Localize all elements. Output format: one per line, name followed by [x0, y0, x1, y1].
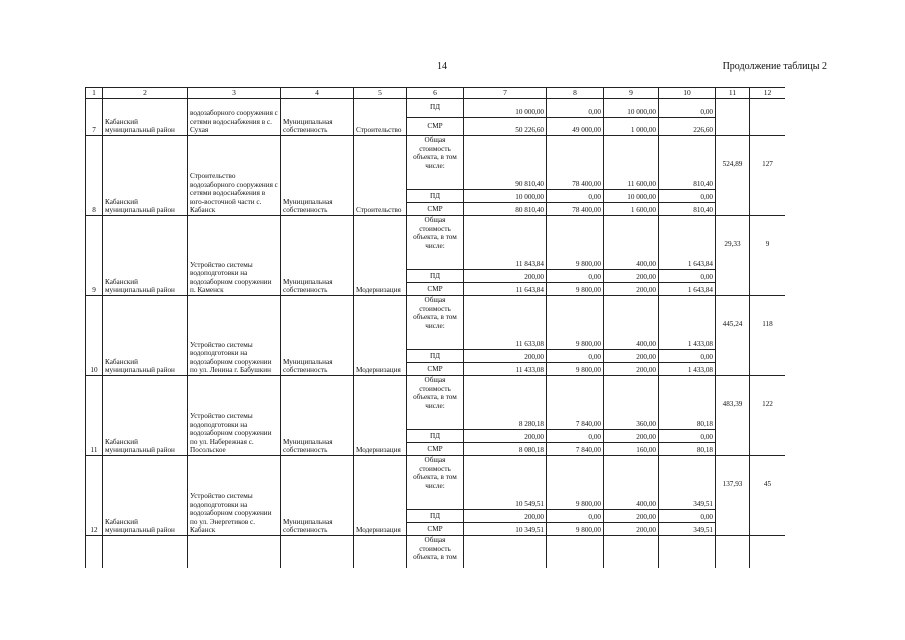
col12-cell: 122	[750, 376, 786, 456]
object-name-cell: Устройство системы водоподготовки на водозаборном сооружении по ул. Энергетиков с. Кабанск	[188, 456, 281, 536]
table-row	[86, 216, 786, 270]
value-col9: 200,00	[604, 350, 659, 363]
column-header: 10	[659, 88, 716, 99]
cost-type-cell: СМР	[407, 283, 464, 296]
table-row	[86, 376, 786, 430]
work-type-cell: Строительство	[354, 136, 407, 216]
value-col9: 200,00	[604, 283, 659, 296]
column-header: 7	[464, 88, 547, 99]
column-header: 1	[86, 88, 103, 99]
cost-type-cell: ПД	[407, 350, 464, 363]
value-col9: 11 600,00	[604, 136, 659, 190]
value-col8: 49 000,00	[547, 117, 604, 136]
row-number: 10	[86, 296, 103, 376]
value-col7: 11 843,84	[464, 216, 547, 270]
col12-cell: 9	[750, 216, 786, 296]
value-col8: 0,00	[547, 190, 604, 203]
table-header	[86, 88, 786, 99]
ownership-cell: Муниципальная собственность	[281, 376, 354, 456]
value-col8: 78 400,00	[547, 136, 604, 190]
table-continuation-label: Продолжение таблицы 2	[722, 61, 827, 72]
value-col9: 400,00	[604, 456, 659, 510]
value-col9: 400,00	[604, 296, 659, 350]
value-col7: 10 000,00	[464, 190, 547, 203]
cost-type-cell: ПД	[407, 99, 464, 118]
value-col10: 0,00	[659, 350, 716, 363]
col12-cell	[750, 99, 786, 136]
value-col9: 200,00	[604, 523, 659, 536]
value-col10: 1 643,84	[659, 283, 716, 296]
work-type-cell: Модернизация	[354, 376, 407, 456]
district-cell: Кабанский муниципальный район	[103, 456, 188, 536]
work-type-cell: Строительство	[354, 99, 407, 136]
district-cell: Кабанский муниципальный район	[103, 136, 188, 216]
value-col10: 810,40	[659, 136, 716, 190]
object-name-cell: Устройство системы водоподготовки на водозаборном сооружении по ул. Набережная с. Посольское	[188, 376, 281, 456]
value-col10: 80,18	[659, 443, 716, 456]
value-col8: 0,00	[547, 99, 604, 118]
ownership-cell: Муниципальная собственность	[281, 136, 354, 216]
value-col7: 200,00	[464, 350, 547, 363]
col11-cell	[716, 536, 750, 569]
value-col9: 1 000,00	[604, 117, 659, 136]
cost-type-cell: СМР	[407, 523, 464, 536]
cost-type-cell: СМР	[407, 203, 464, 216]
column-header: 8	[547, 88, 604, 99]
cost-type-cell: ПД	[407, 270, 464, 283]
ownership-cell: Муниципальная собственность	[281, 216, 354, 296]
value-col9: 160,00	[604, 443, 659, 456]
work-type-cell: Модернизация	[354, 216, 407, 296]
column-header: 9	[604, 88, 659, 99]
col11-cell: 524,89	[716, 136, 750, 216]
value-col7: 200,00	[464, 510, 547, 523]
value-col8: 7 840,00	[547, 376, 604, 430]
object-name-cell: Устройство системы водоподготовки на водозаборном сооружении п. Каменск	[188, 216, 281, 296]
value-col8: 0,00	[547, 430, 604, 443]
cost-type-cell: СМР	[407, 363, 464, 376]
cost-type-cell: Общая стоимость объекта, в том числе:	[407, 456, 464, 510]
value-col8: 0,00	[547, 350, 604, 363]
value-col7: 10 000,00	[464, 99, 547, 118]
col11-cell: 445,24	[716, 296, 750, 376]
value-col10: 0,00	[659, 270, 716, 283]
row-number: 12	[86, 456, 103, 536]
district-cell: Кабанский муниципальный район	[103, 99, 188, 136]
column-header: 2	[103, 88, 188, 99]
ownership-cell: Муниципальная собственность	[281, 99, 354, 136]
value-col7: 10 349,51	[464, 523, 547, 536]
value-col8: 9 800,00	[547, 216, 604, 270]
district-cell: Кабанский муниципальный район	[103, 376, 188, 456]
value-col8	[547, 536, 604, 569]
cost-type-cell: СМР	[407, 443, 464, 456]
value-col10: 0,00	[659, 99, 716, 118]
value-col10: 80,18	[659, 376, 716, 430]
value-col9: 200,00	[604, 270, 659, 283]
column-header: 3	[188, 88, 281, 99]
value-col10: 810,40	[659, 203, 716, 216]
row-number: 11	[86, 376, 103, 456]
value-col8: 78 400,00	[547, 203, 604, 216]
col11-cell: 137,93	[716, 456, 750, 536]
table-row	[86, 456, 786, 510]
object-name-cell	[188, 536, 281, 569]
value-col9: 10 000,00	[604, 99, 659, 118]
value-col7: 50 226,60	[464, 117, 547, 136]
row-number: 9	[86, 216, 103, 296]
value-col10: 226,60	[659, 117, 716, 136]
cost-type-cell: ПД	[407, 510, 464, 523]
value-col10	[659, 536, 716, 569]
value-col10: 349,51	[659, 523, 716, 536]
table-row	[86, 99, 786, 118]
table-row	[86, 296, 786, 350]
col11-cell: 483,39	[716, 376, 750, 456]
row-number: 8	[86, 136, 103, 216]
work-type-cell: Модернизация	[354, 456, 407, 536]
ownership-cell: Муниципальная собственность	[281, 456, 354, 536]
table-row	[86, 136, 786, 190]
value-col8: 0,00	[547, 510, 604, 523]
col12-cell: 127	[750, 136, 786, 216]
value-col7: 90 810,40	[464, 136, 547, 190]
cost-type-cell: Общая стоимость объекта, в том числе:	[407, 296, 464, 350]
cost-type-cell: Общая стоимость объекта, в том	[407, 536, 464, 569]
district-cell	[103, 536, 188, 569]
value-col7: 8 280,18	[464, 376, 547, 430]
value-col7: 80 810,40	[464, 203, 547, 216]
value-col9: 200,00	[604, 430, 659, 443]
value-col10: 1 643,84	[659, 216, 716, 270]
work-type-cell: Модернизация	[354, 296, 407, 376]
value-col10: 1 433,08	[659, 363, 716, 376]
value-col8: 9 800,00	[547, 363, 604, 376]
col11-cell: 29,33	[716, 216, 750, 296]
column-header: 4	[281, 88, 354, 99]
ownership-cell	[281, 536, 354, 569]
column-header: 11	[716, 88, 750, 99]
row-number: 7	[86, 99, 103, 136]
value-col10: 0,00	[659, 430, 716, 443]
value-col7: 10 549,51	[464, 456, 547, 510]
value-col9: 200,00	[604, 363, 659, 376]
value-col10: 0,00	[659, 190, 716, 203]
cost-type-cell: СМР	[407, 117, 464, 136]
table-row	[86, 536, 786, 569]
col12-cell	[750, 536, 786, 569]
value-col7: 200,00	[464, 430, 547, 443]
value-col7: 11 643,84	[464, 283, 547, 296]
value-col7: 200,00	[464, 270, 547, 283]
cost-type-cell: ПД	[407, 190, 464, 203]
value-col10: 0,00	[659, 510, 716, 523]
value-col7: 8 080,18	[464, 443, 547, 456]
value-col8: 0,00	[547, 270, 604, 283]
value-col8: 7 840,00	[547, 443, 604, 456]
col12-cell: 118	[750, 296, 786, 376]
value-col9: 400,00	[604, 216, 659, 270]
value-col9: 1 600,00	[604, 203, 659, 216]
value-col8: 9 800,00	[547, 523, 604, 536]
value-col8: 9 800,00	[547, 296, 604, 350]
work-type-cell	[354, 536, 407, 569]
column-header: 12	[750, 88, 786, 99]
district-cell: Кабанский муниципальный район	[103, 216, 188, 296]
table-viewport	[85, 87, 785, 568]
ownership-cell: Муниципальная собственность	[281, 296, 354, 376]
cost-type-cell: Общая стоимость объекта, в том числе:	[407, 216, 464, 270]
object-name-cell: Строительство водозаборного сооружения с сетями водоснабжения в юго-восточной части с. Кабанск	[188, 136, 281, 216]
column-header: 5	[354, 88, 407, 99]
district-cell: Кабанский муниципальный район	[103, 296, 188, 376]
object-name-cell: водозаборного сооружения с сетями водоснабжения в с. Сухая	[188, 99, 281, 136]
value-col7: 11 433,08	[464, 363, 547, 376]
value-col9: 10 000,00	[604, 190, 659, 203]
value-col7: 11 633,08	[464, 296, 547, 350]
object-name-cell: Устройство системы водоподготовки на водозаборном сооружении по ул. Ленина г. Бабушкин	[188, 296, 281, 376]
data-table	[85, 87, 785, 568]
value-col8: 9 800,00	[547, 456, 604, 510]
cost-type-cell: Общая стоимость объекта, в том числе:	[407, 376, 464, 430]
cost-type-cell: Общая стоимость объекта, в том числе:	[407, 136, 464, 190]
column-header: 6	[407, 88, 464, 99]
value-col7	[464, 536, 547, 569]
row-number	[86, 536, 103, 569]
page-number: 14	[437, 61, 447, 72]
value-col9: 360,00	[604, 376, 659, 430]
col12-cell: 45	[750, 456, 786, 536]
value-col9	[604, 536, 659, 569]
value-col8: 9 800,00	[547, 283, 604, 296]
value-col10: 1 433,08	[659, 296, 716, 350]
cost-type-cell: ПД	[407, 430, 464, 443]
table-body	[86, 99, 786, 569]
col11-cell	[716, 99, 750, 136]
value-col9: 200,00	[604, 510, 659, 523]
value-col10: 349,51	[659, 456, 716, 510]
